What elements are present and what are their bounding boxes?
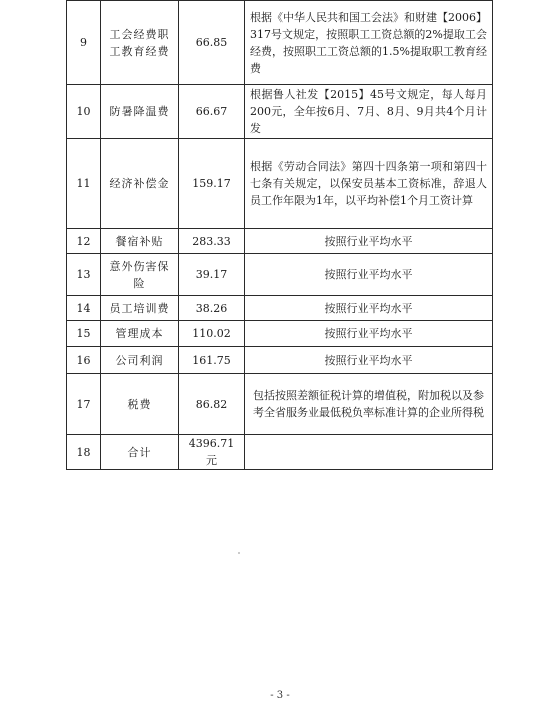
row-item: 合计 (101, 435, 179, 470)
row-basis: 按照行业平均水平 (245, 347, 493, 374)
row-number: 12 (67, 229, 101, 254)
row-item: 员工培训费 (101, 296, 179, 321)
table-row (67, 254, 493, 296)
row-item: 餐宿补贴 (101, 229, 179, 254)
row-amount: 283.33 (179, 229, 245, 254)
row-number: 11 (67, 139, 101, 229)
row-number: 14 (67, 296, 101, 321)
row-basis: 按照行业平均水平 (245, 229, 493, 254)
row-basis: 根据《中华人民共和国工会法》和财建【2006】317号文规定，按照职工工资总额的2%提取工会经费，按照职工工资总额的1.5%提取职工教育经费 (245, 1, 493, 85)
table-row (67, 435, 493, 470)
row-number: 18 (67, 435, 101, 470)
row-number: 9 (67, 1, 101, 85)
row-item: 税费 (101, 374, 179, 435)
table-row (67, 229, 493, 254)
row-basis: 按照行业平均水平 (245, 296, 493, 321)
row-item: 管理成本 (101, 321, 179, 347)
row-basis: 按照行业平均水平 (245, 254, 493, 296)
row-amount: 110.02 (179, 321, 245, 347)
row-amount: 66.85 (179, 1, 245, 85)
row-number: 13 (67, 254, 101, 296)
cost-table (66, 0, 493, 470)
table-row (67, 1, 493, 85)
row-amount: 86.82 (179, 374, 245, 435)
table-row (67, 374, 493, 435)
row-item: 意外伤害保险 (101, 254, 179, 296)
table-row (67, 347, 493, 374)
row-amount: 159.17 (179, 139, 245, 229)
row-amount: 38.26 (179, 296, 245, 321)
table-row (67, 321, 493, 347)
table-row (67, 296, 493, 321)
row-basis (245, 435, 493, 470)
row-item: 经济补偿金 (101, 139, 179, 229)
row-amount: 66.67 (179, 85, 245, 139)
row-number: 15 (67, 321, 101, 347)
row-amount: 161.75 (179, 347, 245, 374)
scan-speck (238, 552, 240, 554)
row-basis: 按照行业平均水平 (245, 321, 493, 347)
row-number: 10 (67, 85, 101, 139)
row-basis: 根据鲁人社发【2015】45号文规定，每人每月200元，全年按6月、7月、8月、9月共4个月计发 (245, 85, 493, 139)
row-basis: 包括按照差额征税计算的增值税，附加税以及参考全省服务业最低税负率标准计算的企业所得税 (245, 374, 493, 435)
row-amount: 4396.71元 (179, 435, 245, 470)
row-basis: 根据《劳动合同法》第四十四条第一项和第四十七条有关规定，以保安员基本工资标准，辞退人员工作年限为1年，以平均补偿1个月工资计算 (245, 139, 493, 229)
table-row (67, 85, 493, 139)
row-item: 防暑降温费 (101, 85, 179, 139)
page-number: - 3 - (270, 690, 290, 701)
row-item: 工会经费职工教育经费 (101, 1, 179, 85)
row-item: 公司利润 (101, 347, 179, 374)
table-row (67, 139, 493, 229)
row-number: 16 (67, 347, 101, 374)
row-number: 17 (67, 374, 101, 435)
row-amount: 39.17 (179, 254, 245, 296)
